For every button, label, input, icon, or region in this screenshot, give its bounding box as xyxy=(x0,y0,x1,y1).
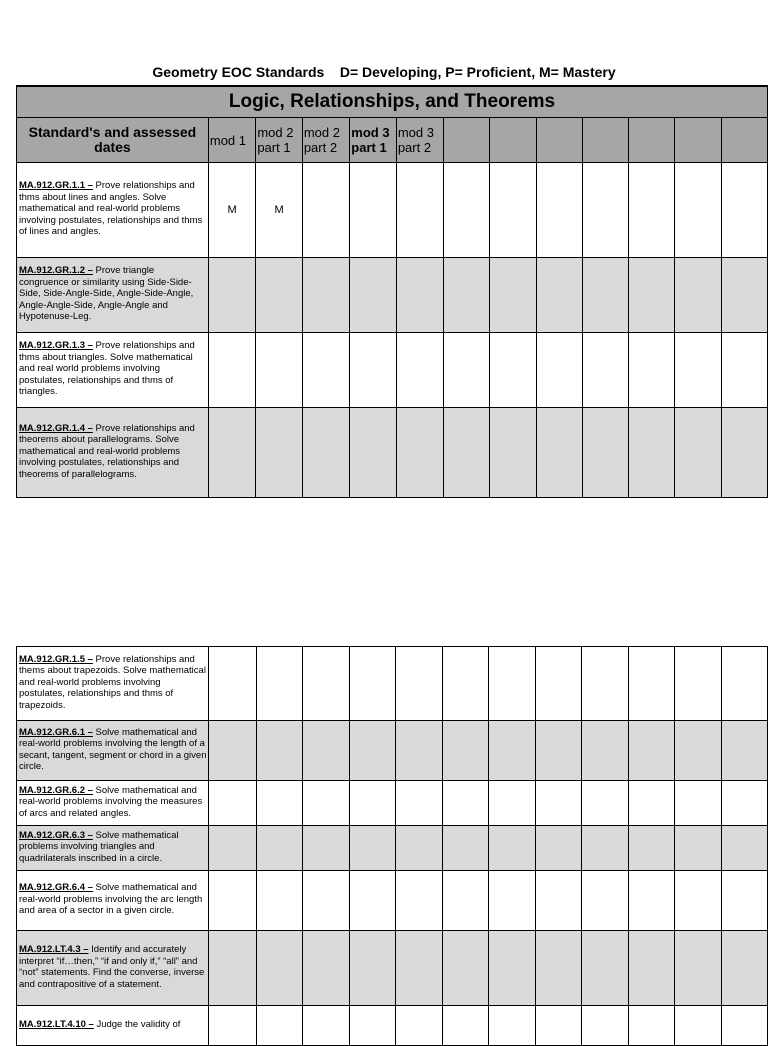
score-cell[interactable] xyxy=(674,931,721,1006)
score-cell[interactable] xyxy=(490,163,537,258)
mod1-score-cell[interactable] xyxy=(208,408,255,498)
standard-code: MA.912.GR.6.2 – xyxy=(19,784,93,796)
score-cell[interactable] xyxy=(629,408,675,498)
score-cell[interactable] xyxy=(209,781,256,826)
score-cell[interactable] xyxy=(488,931,535,1006)
score-cell[interactable] xyxy=(350,333,397,408)
standard-cell xyxy=(17,1006,209,1046)
score-cell[interactable] xyxy=(209,1006,256,1046)
score-cell[interactable] xyxy=(535,1006,581,1046)
mod2-part2-header: mod 2 part 2 xyxy=(302,118,349,163)
score-cell[interactable] xyxy=(395,721,442,781)
top-rows xyxy=(17,163,768,498)
score-cell[interactable] xyxy=(349,721,395,781)
mod1-score-cell[interactable]: M xyxy=(208,163,255,258)
score-cell[interactable] xyxy=(535,826,581,871)
standard-description: Solve mathematical problems involving triangles and quadrilaterals inscribed in a circle. xyxy=(19,829,179,864)
table-row xyxy=(17,258,768,333)
standard-cell xyxy=(17,871,209,931)
score-cell[interactable] xyxy=(628,781,674,826)
score-cell[interactable] xyxy=(256,871,302,931)
table-row xyxy=(17,333,768,408)
standard-code: MA.912.GR.6.3 – xyxy=(19,829,93,841)
standard-description: Solve mathematical and real-world problems involving the measures of arcs and related angles. xyxy=(19,784,203,819)
mod1-score-cell[interactable] xyxy=(208,333,255,408)
standard-description: Prove relationships and theorems about parallelograms. Solve mathematical and real-world problems involving postulates, relationships and theorems of parallelograms. xyxy=(19,422,195,480)
standard-description: Prove relationships and thms about triangles. Solve mathematical and real world problems involving postulates, relationships and thms of triangles. xyxy=(19,340,195,398)
score-cell[interactable] xyxy=(581,781,628,826)
score-cell[interactable] xyxy=(444,408,490,498)
score-cell[interactable] xyxy=(629,258,675,333)
score-cell[interactable] xyxy=(674,826,721,871)
standard-cell xyxy=(17,408,209,498)
score-cell[interactable] xyxy=(721,647,767,721)
standard-description: Judge the validity of xyxy=(93,1018,181,1030)
standard-description: Prove triangle congruence or similarity using Side-Side-Side, Side-Angle-Side, Angle-Side-Angle, Angle-Angle-Side, Angle-Angle and Hypotenuse-Leg. xyxy=(19,265,194,323)
score-cell[interactable] xyxy=(490,258,537,333)
score-cell[interactable] xyxy=(302,826,349,871)
standard-description: Solve mathematical and real-world problems involving the length of a secant, tangent, segment or chord in a given circle. xyxy=(19,726,207,772)
score-cell[interactable] xyxy=(674,1006,721,1046)
score-cell[interactable] xyxy=(442,1006,488,1046)
score-cell[interactable] xyxy=(209,931,256,1006)
score-cell[interactable] xyxy=(442,647,488,721)
score-cell[interactable] xyxy=(582,333,629,408)
score-cell[interactable] xyxy=(396,333,443,408)
mod2-part1-score-cell[interactable]: M xyxy=(256,163,302,258)
score-cell[interactable] xyxy=(395,781,442,826)
score-cell[interactable] xyxy=(721,931,767,1006)
score-cell[interactable] xyxy=(581,871,628,931)
score-cell[interactable] xyxy=(488,871,535,931)
score-cell[interactable] xyxy=(442,721,488,781)
score-cell[interactable] xyxy=(395,1006,442,1046)
score-cell[interactable] xyxy=(442,931,488,1006)
standard-code: MA.912.LT.4.3 – xyxy=(19,944,89,955)
score-cell[interactable] xyxy=(535,781,581,826)
score-cell[interactable] xyxy=(674,871,721,931)
empty-header xyxy=(536,118,582,163)
score-cell[interactable] xyxy=(675,258,722,333)
standard-code: MA.912.LT.4.10 – xyxy=(19,1018,94,1030)
score-cell[interactable] xyxy=(349,781,395,826)
standard-cell xyxy=(17,826,209,871)
score-cell[interactable] xyxy=(395,871,442,931)
score-cell[interactable] xyxy=(209,871,256,931)
score-cell[interactable] xyxy=(674,781,721,826)
empty-header xyxy=(582,118,629,163)
score-cell[interactable] xyxy=(722,258,768,333)
score-cell[interactable] xyxy=(628,647,674,721)
score-cell[interactable] xyxy=(488,826,535,871)
empty-header xyxy=(629,118,675,163)
score-cell[interactable] xyxy=(488,1006,535,1046)
standard-cell xyxy=(17,931,209,1006)
score-cell[interactable] xyxy=(629,333,675,408)
empty-header xyxy=(675,118,722,163)
score-cell[interactable] xyxy=(722,163,768,258)
score-cell[interactable] xyxy=(582,163,629,258)
score-cell[interactable] xyxy=(535,871,581,931)
bottom-rows xyxy=(17,647,768,1046)
score-cell[interactable] xyxy=(488,721,535,781)
score-cell[interactable] xyxy=(302,871,349,931)
score-cell[interactable] xyxy=(535,647,581,721)
score-cell[interactable] xyxy=(256,931,302,1006)
score-cell[interactable] xyxy=(721,871,767,931)
score-cell[interactable] xyxy=(302,408,349,498)
empty-header xyxy=(444,118,490,163)
score-cell[interactable] xyxy=(490,333,537,408)
table-row xyxy=(17,721,768,781)
section-title: Logic, Relationships, and Theorems xyxy=(17,86,768,118)
standard-code: MA.912.GR.1.2 – xyxy=(19,265,93,277)
score-cell[interactable] xyxy=(536,408,582,498)
score-cell[interactable] xyxy=(395,826,442,871)
score-cell[interactable] xyxy=(350,408,397,498)
standard-description: Solve mathematical and real-world problems involving the arc length and area of a sector in a given circle. xyxy=(19,882,203,917)
standards-table-bottom xyxy=(16,646,768,1046)
score-cell[interactable] xyxy=(629,163,675,258)
table-row xyxy=(17,647,768,721)
score-cell[interactable] xyxy=(256,826,302,871)
score-cell[interactable] xyxy=(581,1006,628,1046)
score-cell[interactable] xyxy=(442,826,488,871)
score-cell[interactable] xyxy=(722,333,768,408)
score-cell[interactable] xyxy=(581,826,628,871)
score-cell[interactable] xyxy=(488,647,535,721)
standard-code: MA.912.GR.1.4 – xyxy=(19,422,93,434)
score-cell[interactable] xyxy=(536,333,582,408)
score-cell[interactable] xyxy=(582,408,629,498)
mod3-part2-header: mod 3 part 2 xyxy=(396,118,443,163)
score-cell[interactable] xyxy=(349,931,395,1006)
score-cell[interactable] xyxy=(628,1006,674,1046)
score-cell[interactable] xyxy=(442,781,488,826)
mod2-part1-score-cell[interactable] xyxy=(256,408,302,498)
score-cell[interactable] xyxy=(302,258,349,333)
table-row xyxy=(17,781,768,826)
standard-code: MA.912.GR.6.4 – xyxy=(19,882,93,894)
score-cell[interactable] xyxy=(302,163,349,258)
score-cell[interactable] xyxy=(396,408,443,498)
score-cell[interactable] xyxy=(581,721,628,781)
standard-cell xyxy=(17,333,209,408)
standard-cell xyxy=(17,258,209,333)
standard-code: MA.912.GR.6.1 – xyxy=(19,726,93,738)
score-cell[interactable] xyxy=(256,721,302,781)
table-row xyxy=(17,931,768,1006)
score-cell[interactable] xyxy=(675,333,722,408)
score-cell[interactable] xyxy=(535,721,581,781)
score-cell[interactable] xyxy=(490,408,537,498)
score-cell[interactable] xyxy=(488,781,535,826)
score-cell[interactable] xyxy=(675,163,722,258)
score-cell[interactable] xyxy=(256,647,302,721)
score-cell[interactable] xyxy=(628,826,674,871)
standard-code: MA.912.GR.1.1 – xyxy=(19,180,93,192)
standards-table-top xyxy=(16,85,768,498)
score-cell[interactable] xyxy=(721,781,767,826)
score-cell[interactable] xyxy=(628,871,674,931)
score-cell[interactable] xyxy=(302,931,349,1006)
mod3-part1-header: mod 3 part 1 xyxy=(350,118,397,163)
score-cell[interactable] xyxy=(256,1006,302,1046)
standard-code: MA.912.GR.1.3 – xyxy=(19,340,93,352)
score-cell[interactable] xyxy=(581,931,628,1006)
score-cell[interactable] xyxy=(628,931,674,1006)
score-cell[interactable] xyxy=(256,781,302,826)
empty-header xyxy=(490,118,537,163)
mod1-header: mod 1 xyxy=(208,118,255,163)
score-cell[interactable] xyxy=(536,258,582,333)
score-cell[interactable] xyxy=(444,258,490,333)
score-cell[interactable] xyxy=(302,721,349,781)
score-cell[interactable] xyxy=(302,333,349,408)
score-cell[interactable] xyxy=(721,1006,767,1046)
score-cell[interactable] xyxy=(349,826,395,871)
table-row xyxy=(17,163,768,258)
score-cell[interactable] xyxy=(302,1006,349,1046)
standard-description: Prove relationships and thems about trapezoids. Solve mathematical and real-world problems involving postulates, relationships and thms of trapezoids. xyxy=(19,653,206,711)
score-cell[interactable] xyxy=(395,647,442,721)
score-cell[interactable] xyxy=(349,1006,395,1046)
score-cell[interactable] xyxy=(675,408,722,498)
standard-cell xyxy=(17,781,209,826)
score-cell[interactable] xyxy=(396,163,443,258)
score-cell[interactable] xyxy=(444,333,490,408)
mod2-part1-score-cell[interactable] xyxy=(256,333,302,408)
score-cell[interactable] xyxy=(209,826,256,871)
standard-code: MA.912.GR.1.5 – xyxy=(19,653,93,665)
empty-header xyxy=(722,118,768,163)
table-row xyxy=(17,826,768,871)
score-cell[interactable] xyxy=(349,871,395,931)
score-cell[interactable] xyxy=(442,871,488,931)
score-cell[interactable] xyxy=(395,931,442,1006)
table-row xyxy=(17,1006,768,1046)
score-cell[interactable] xyxy=(722,408,768,498)
score-cell[interactable] xyxy=(349,647,395,721)
score-cell[interactable] xyxy=(628,721,674,781)
score-cell[interactable] xyxy=(302,781,349,826)
mod2-part1-header: mod 2 part 1 xyxy=(256,118,302,163)
table-row xyxy=(17,408,768,498)
score-cell[interactable] xyxy=(721,826,767,871)
standard-cell xyxy=(17,163,209,258)
standard-cell xyxy=(17,647,209,721)
standard-column-header: Standard's and assessed dates xyxy=(17,118,209,163)
score-cell[interactable] xyxy=(582,258,629,333)
standard-description: Prove relationships and thms about lines and angles. Solve mathematical and real-world problems involving postulates, relationships and thms of lines and angles. xyxy=(19,180,203,238)
mod1-score-cell[interactable] xyxy=(208,258,255,333)
score-cell[interactable] xyxy=(209,647,256,721)
score-cell[interactable] xyxy=(674,647,721,721)
score-cell[interactable] xyxy=(674,721,721,781)
page-title: Geometry EOC Standards D= Developing, P= Proficient, M= Mastery xyxy=(152,64,616,80)
score-cell[interactable] xyxy=(721,721,767,781)
score-cell[interactable] xyxy=(350,258,397,333)
score-cell[interactable] xyxy=(444,163,490,258)
score-cell[interactable] xyxy=(536,163,582,258)
mod2-part1-score-cell[interactable] xyxy=(256,258,302,333)
standard-cell xyxy=(17,721,209,781)
score-cell[interactable] xyxy=(302,647,349,721)
score-cell[interactable] xyxy=(535,931,581,1006)
standard-description: Identify and accurately interpret “if…then,” “if and only if,” “all” and “not” statements. Find the converse, inverse and contrapositive of a statement. xyxy=(19,944,205,990)
table-row xyxy=(17,871,768,931)
score-cell[interactable] xyxy=(396,258,443,333)
score-cell[interactable] xyxy=(209,721,256,781)
score-cell[interactable] xyxy=(350,163,397,258)
score-cell[interactable] xyxy=(581,647,628,721)
